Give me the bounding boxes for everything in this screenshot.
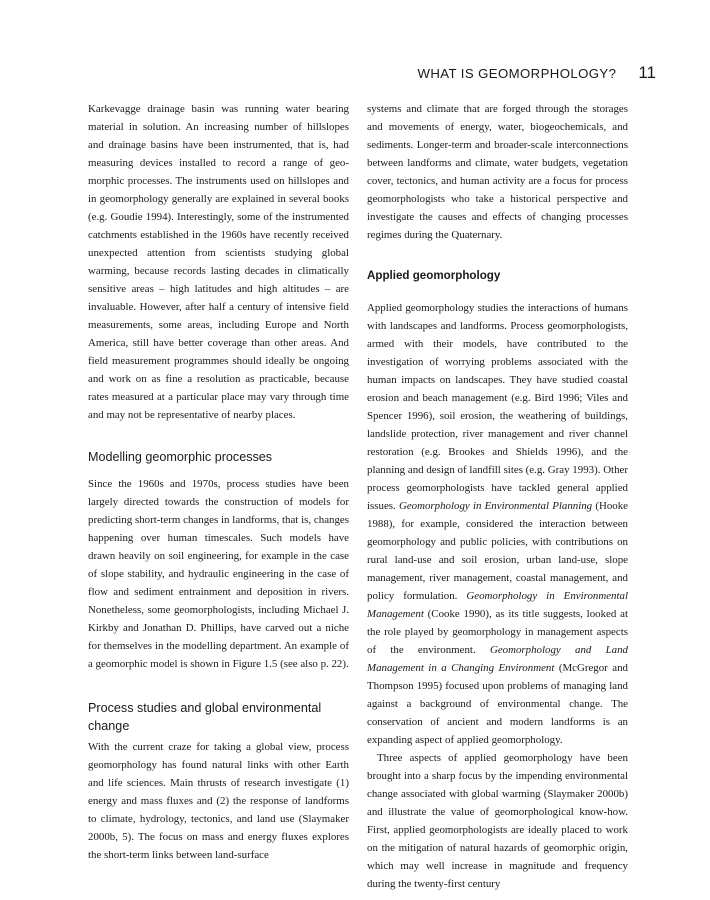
section-heading-global-change: Process studies and global environmental change [88, 701, 322, 733]
book-title-cooke: Geomorphology in Environmental Management [367, 590, 628, 620]
book-title-hooke: Geomorphology in Environmental Planning [398, 500, 593, 512]
right-column [367, 100, 628, 893]
section-heading-modelling: Modelling geomorphic processes [88, 450, 273, 464]
paragraph: systems and climate that are forged through the storages and movements of energy, water, biogeochemicals, and sediments. Longer-term and broader-scale interconnections between landforms and climate, water budgets, vegetation cover, tectonics, and human activity are a focus for process geomorphologists who take a historical perspective and investigate the causes and effects of changing processes regimes during the Quaternary. [367, 103, 628, 241]
text-run: (McGregor and Thompson 1995) focused upon problems of managing land against a background of environmental change. The conservation of ancient and modern landforms is an expanding aspect of applied geomorphology. [367, 662, 628, 746]
text-run: (Hooke 1988), for example, considered the interaction between geomorphology and public policies, with contributions on rural land-use and soil erosion, urban land-use, slope management, river management, coastal management, and policy formulation. [367, 500, 629, 602]
text-run: Applied geomorphology studies the interactions of humans with landscapes and landforms. Process geomorphologists, armed with their models, have contributed to the investigation of worrying problems associated with the human impacts on landscapes. They have studied coastal erosion and beach management (e.g. Bird 1996; Viles and Spencer 1996), soil erosion, the weathering of buildings, landslide protection, river management and river channel restoration (e.g. Brookes and Shields 1996), and the planning and design of landfill sites (e.g. Gray 1993). Other process geomorphologists have tackled general applied issues. [367, 302, 628, 512]
paragraph-applied [367, 299, 628, 749]
paragraph: Since the 1960s and 1970s, process studies have been largely directed towards the construction of models for predicting short-term changes in landforms, that is, changes happening over human timescales. Such models have drawn heavily on soil engineering, for example in the case of slope stability, and hydraulic engineering in the case of flow and sediment entrainment and deposition in rivers. Nonetheless, some geomorphologists, including Michael J. Kirkby and Jonathan D. Phillips, have carved out a niche for themselves in the modelling department. An example of a geomorphic model is shown in Figure 1.5 (see also p. 22). [88, 478, 349, 670]
paragraph: With the current craze for taking a global view, process geomorphology has found natural links with other Earth and life sciences. Main thrusts of research investigate (1) energy and mass fluxes and (2) the response of landforms to climate, hydrology, tectonics, and land use (Slaymaker 2000b, 5). The focus on mass and energy fluxes explores the short-term links between land-surface [88, 741, 349, 861]
running-header [418, 63, 656, 83]
page-number: 11 [638, 63, 656, 82]
book-title-mcgregor: Geomorphology and Land Management in a Changing Environment [367, 644, 628, 674]
running-title: WHAT IS GEOMORPHOLOGY? [417, 66, 617, 81]
paragraph: Three aspects of applied geomorphology have been brought into a sharp focus by the impending environmental change associated with global warming (Slaymaker 2000b) and illustrate the value of geomorphological know-how. First, applied geomorphologists are ideally placed to work on the mitigation of natural hazards of geomorphic origin, which may well increase in magnitude and frequency during the twenty-first century [367, 752, 628, 890]
paragraph: Karkevagge drainage basin was running water bearing material in solution. An increasing number of hillslopes and drainage basins have been instrumented, that is, had measuring devices installed to record a range of geomorphic processes. The instruments used on hillslopes and in geomorphology generally are explained in several books (e.g. Goudie 1994). Interestingly, some of the instrumented catchments established in the 1960s have recently received unexpected attention from scientists studying global warming, because records lasting decades in climatically sensitive areas – high latitudes and high altitudes – are invaluable. However, after half a century of intensive field measurements, some areas, including Europe and North America, still have better coverage than other areas. And field measurement programmes should ideally be ongoing and work on as fine a resolution as practicable, because rates measured at a particular place may vary through time and may not be representative of nearby places. [88, 103, 349, 421]
left-column [88, 100, 349, 864]
section-heading-applied: Applied geomorphology [367, 269, 501, 282]
text-run: (Cooke 1990), as its title suggests, looked at the role played by geomorphology in management aspects of the environment. [367, 608, 628, 656]
